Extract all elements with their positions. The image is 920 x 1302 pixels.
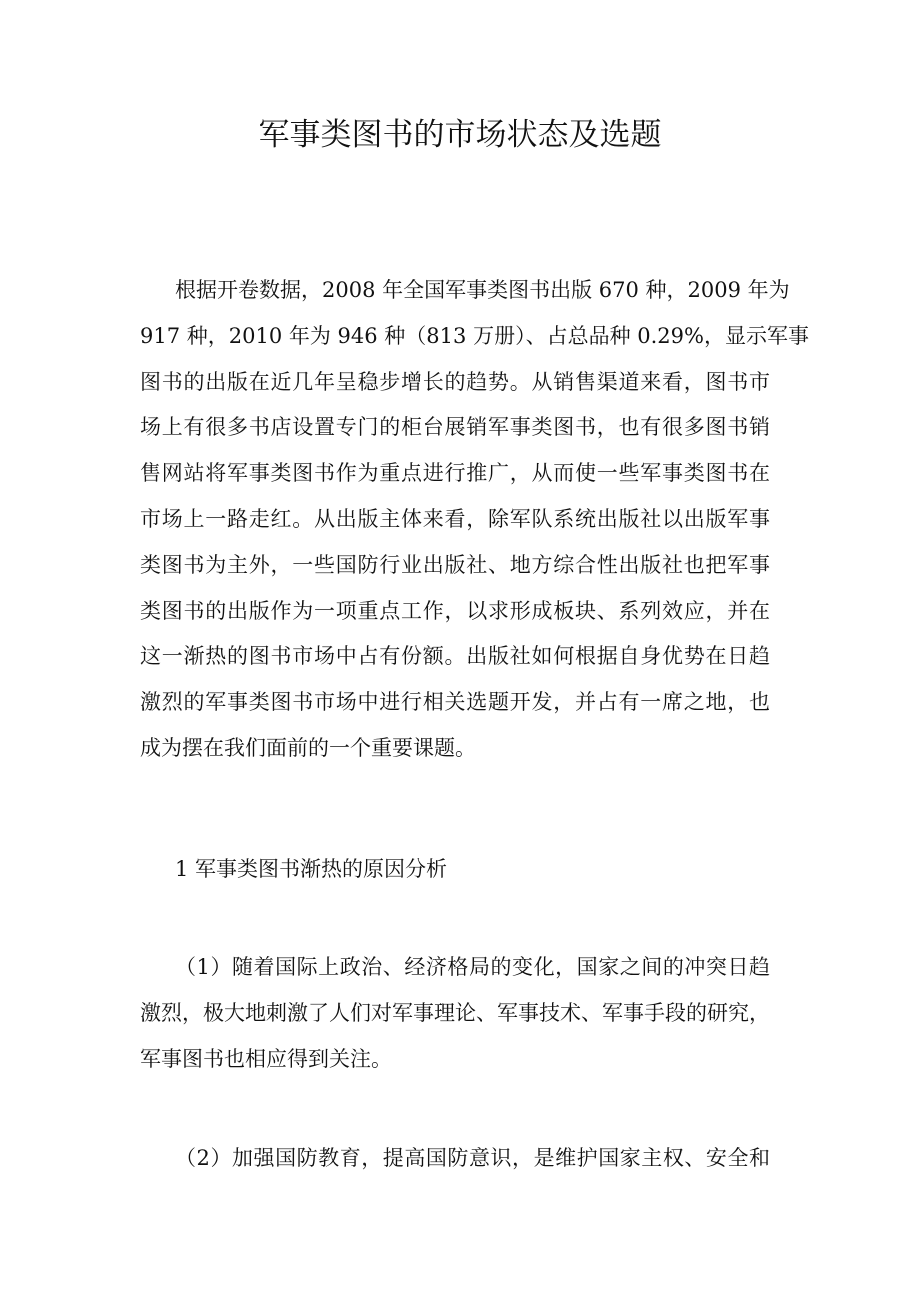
text-line: 激烈的军事类图书市场中进行相关选题开发，并占有一席之地，也 <box>140 690 770 715</box>
text-line: 激烈，极大地刺激了人们对军事理论、军事技术、军事手段的研究， <box>140 1000 770 1025</box>
paragraph-point-2 <box>140 1136 770 1182</box>
paragraph-intro <box>140 268 809 772</box>
section-heading: 1 军事类图书渐热的原因分析 <box>175 857 448 881</box>
text-line: 市场上一路走红。从出版主体来看，除军队系统出版社以出版军事 <box>140 506 770 531</box>
paragraph-point-1 <box>140 945 770 1082</box>
text-line: 类图书的出版作为一项重点工作，以求形成板块、系列效应，并在 <box>140 598 770 623</box>
section-heading-block <box>140 847 770 893</box>
document-title: 军事类图书的市场状态及选题 <box>258 117 662 153</box>
text-line: 917 种，2010 年为 946 种（813 万册）、占总品种 0.29%，显示军事 <box>140 323 809 348</box>
text-line: 售网站将军事类图书作为重点进行推广，从而使一些军事类图书在 <box>140 461 770 486</box>
text-line: 成为摆在我们面前的一个重要课题。 <box>140 735 476 760</box>
text-line: 军事图书也相应得到关注。 <box>140 1046 392 1071</box>
text-line: （1）随着国际上政治、经济格局的变化，国家之间的冲突日趋 <box>175 955 770 979</box>
text-line: 场上有很多书店设置专门的柜台展销军事类图书，也有很多图书销 <box>140 415 770 440</box>
text-line: 图书的出版在近几年呈稳步增长的趋势。从销售渠道来看，图书市 <box>140 369 770 394</box>
text-line: （2）加强国防教育，提高国防意识，是维护国家主权、安全和 <box>175 1146 770 1170</box>
text-line: 类图书为主外，一些国防行业出版社、地方综合性出版社也把军事 <box>140 552 770 577</box>
text-line: 根据开卷数据，2008 年全国军事类图书出版 670 种，2009 年为 <box>175 278 790 302</box>
text-line: 这一渐热的图书市场中占有份额。出版社如何根据自身优势在日趋 <box>140 644 770 669</box>
